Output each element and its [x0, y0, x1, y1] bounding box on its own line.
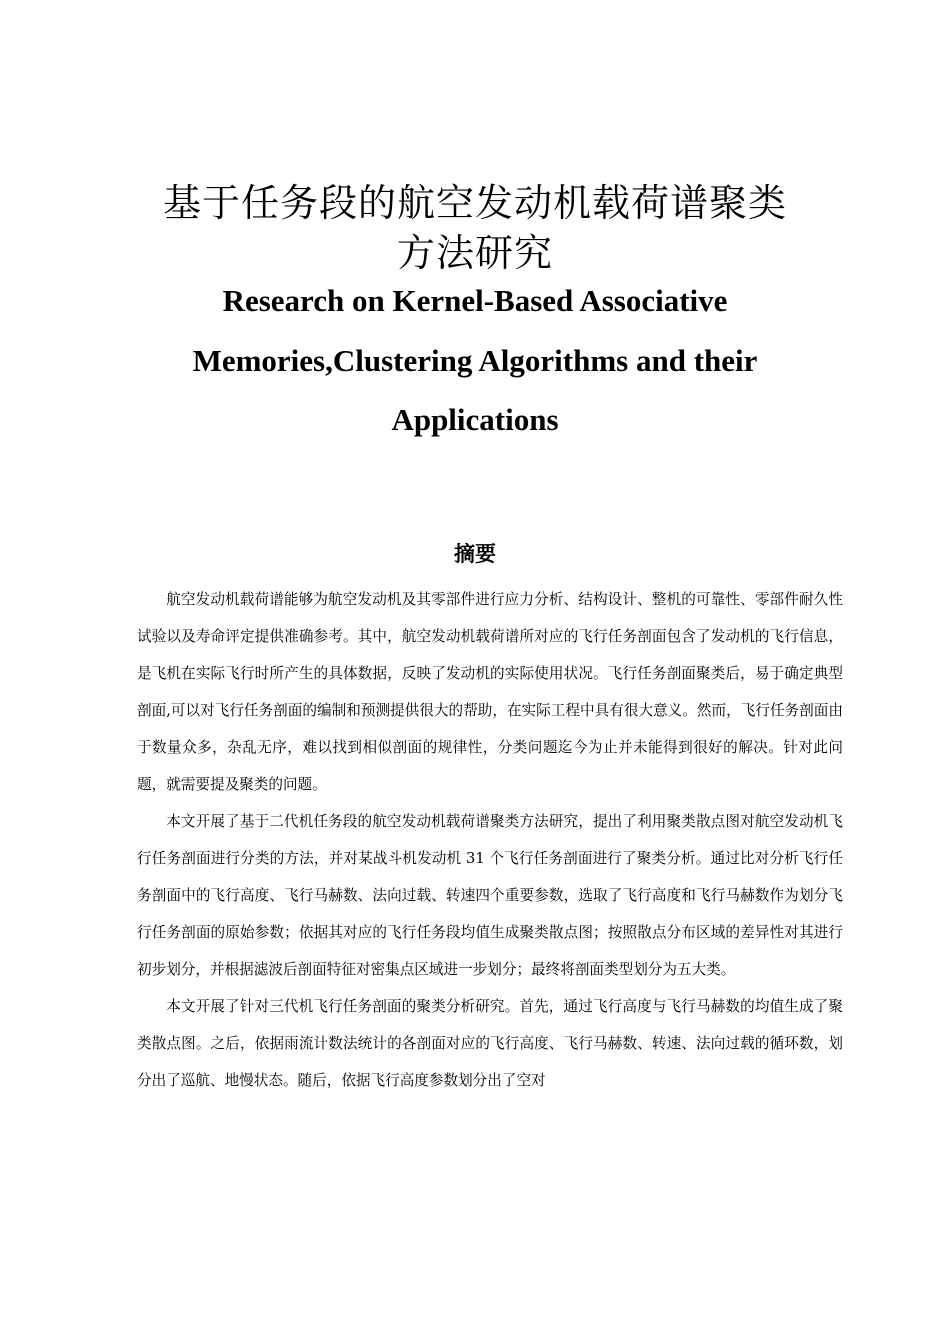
chinese-title-line-2: 方法研究 [396, 231, 553, 275]
abstract-paragraph-1: 航空发动机载荷谱能够为航空发动机及其零部件进行应力分析、结构设计、整机的可靠性、零部件耐久性试验以及寿命评定提供准确参考。其中，航空发动机载荷谱所对应的飞行任务剖面包含了发动机的飞行信息，是飞机在实际飞行时所产生的具体数据，反映了发动机的实际使用状况。飞行任务剖面聚类后，易于确定典型剖面,可以对飞行任务剖面的编制和预测提供很大的帮助，在实际工程中具有很大意义。然而，飞行任务剖面由于数量众多，杂乱无序，难以找到相似剖面的规律性，分类问题迄今为止并未能得到很好的解决。针对此问题，就需要提及聚类的问题。 [137, 591, 843, 793]
abstract-body [137, 581, 843, 1099]
english-title-line-2: Memories,Clustering Algorithms and their [192, 343, 758, 378]
english-title-line-3: Applications [391, 402, 559, 437]
abstract-heading: 摘要 [454, 542, 496, 566]
abstract-paragraph-2: 本文开展了基于二代机任务段的航空发动机载荷谱聚类方法研究，提出了利用聚类散点图对航空发动机飞行任务剖面进行分类的方法，并对某战斗机发动机 31 个飞行任务剖面进行了聚类分析。通过比对分析飞行任务剖面中的飞行高度、飞行马赫数、法向过载、转速四个重要参数，选取了飞行高度和飞行马赫数作为划分飞行任务剖面的原始参数；依据其对应的飞行任务段均值生成聚类散点图；按照散点分布区域的差异性对其进行初步划分，并根据滤波后剖面特征对密集点区域进一步划分；最终将剖面类型划分为五大类。 [137, 813, 843, 978]
abstract-paragraph-3: 本文开展了针对三代机飞行任务剖面的聚类分析研究。首先，通过飞行高度与飞行马赫数的均值生成了聚类散点图。之后，依据雨流计数法统计的各剖面对应的飞行高度、飞行马赫数、转速、法向过载的循环数，划分出了巡航、地慢状态。随后，依据飞行高度参数划分出了空对 [137, 998, 843, 1089]
english-title-line-1: Research on Kernel-Based Associative [222, 283, 728, 318]
chinese-title-line-1: 基于任务段的航空发动机载荷谱聚类 [162, 181, 787, 225]
